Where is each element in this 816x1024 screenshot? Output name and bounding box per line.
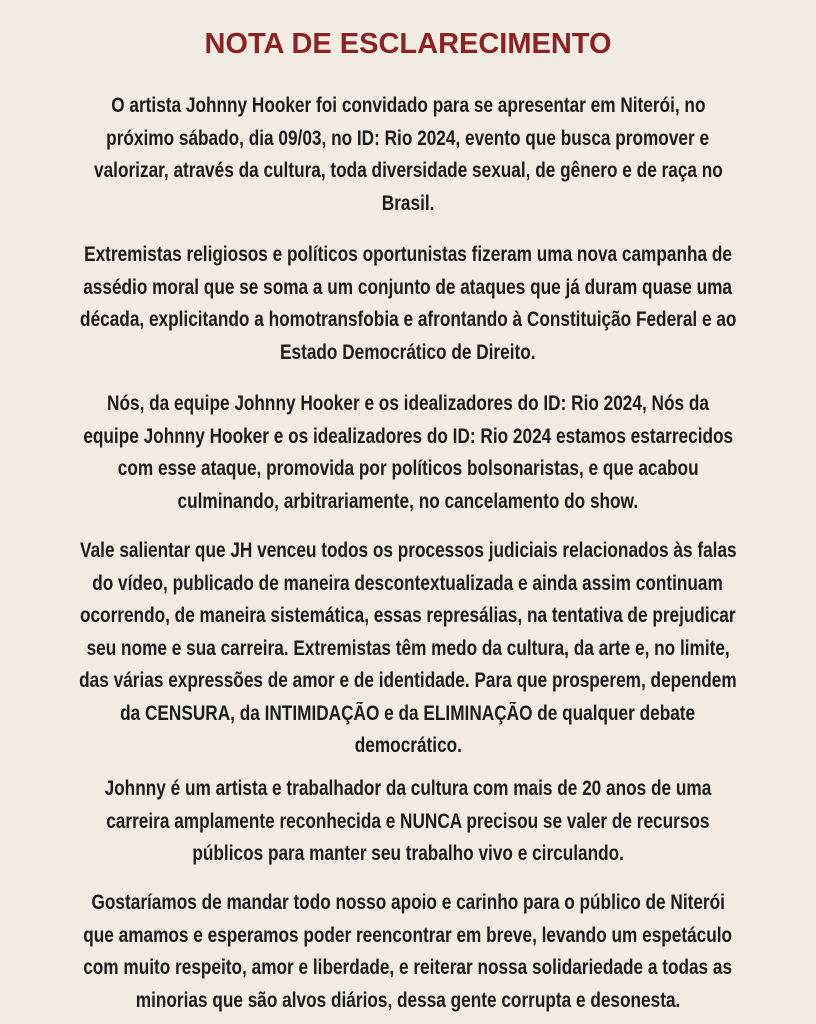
text-line xyxy=(0,985,816,1018)
text-line xyxy=(0,568,816,601)
text-line xyxy=(0,453,816,486)
text-line xyxy=(0,600,816,633)
text-line xyxy=(0,698,816,731)
paragraph-team-statement xyxy=(0,388,816,518)
text-line-content: das várias expressões de amor e de identidade. Para que prosperem, dependem xyxy=(79,669,737,692)
paragraph-extremists xyxy=(0,239,816,369)
text-line xyxy=(0,535,816,568)
text-line-content: assédio moral que se soma a um conjunto de ataques que já duram quase uma xyxy=(83,275,733,299)
text-line xyxy=(0,806,816,839)
text-line xyxy=(0,920,816,953)
text-line-content: Gostaríamos de mandar todo nosso apoio e carinho para o público de Niterói xyxy=(91,891,725,914)
text-line xyxy=(0,887,816,920)
text-line-content: seu nome e sua carreira. Extremistas têm medo da cultura, da arte e, no limite, xyxy=(86,636,730,660)
text-line-content: Nós, da equipe Johnny Hooker e os idealizadores do ID: Rio 2024, Nós da xyxy=(107,392,709,415)
text-line xyxy=(0,90,816,123)
text-line-content: com esse ataque, promovida por políticos bolsonaristas, e que acabou xyxy=(117,457,699,480)
text-line-content: que amamos e esperamos poder reencontrar em breve, levando um espetáculo xyxy=(83,923,733,947)
text-line-content: do vídeo, publicado de maneira descontextualizada e ainda assim continuam xyxy=(92,571,724,595)
text-line-content: democrático. xyxy=(354,734,462,757)
text-line-content: públicos para manter seu trabalho vivo e circulando. xyxy=(192,842,624,865)
text-line-content: Brasil. xyxy=(381,191,435,215)
text-line xyxy=(0,123,816,156)
text-line xyxy=(0,155,816,188)
text-line xyxy=(0,188,816,221)
text-line xyxy=(0,838,816,871)
paragraph-legal xyxy=(0,535,816,763)
text-line-content: da CENSURA, da INTIMIDAÇÃO e da ELIMINAÇÃO de qualquer debate xyxy=(120,701,696,725)
text-line xyxy=(0,665,816,698)
text-line-content: com muito respeito, amor e liberdade, e reiterar nossa solidariedade a todas as xyxy=(83,956,733,979)
text-line-content: ocorrendo, de maneira sistemática, essas represálias, na tentativa de prejudicar xyxy=(80,604,736,627)
text-line-content: próximo sábado, dia 09/03, no ID: Rio 2024, evento que busca promover e xyxy=(106,126,710,150)
paragraph-invitation xyxy=(0,90,816,220)
text-line-content: Estado Democrático de Direito. xyxy=(280,340,536,364)
text-line-content: carreira amplamente reconhecida e NUNCA precisou se valer de recursos xyxy=(106,809,710,833)
text-line xyxy=(0,486,816,519)
text-line xyxy=(0,272,816,305)
paragraph-career xyxy=(0,773,816,871)
text-line-content: década, explicitando a homotransfobia e afrontando à Constituição Federal e ao xyxy=(79,308,737,331)
paragraph-support xyxy=(0,887,816,1017)
text-line xyxy=(0,337,816,370)
text-line xyxy=(0,952,816,985)
text-line-content: culminando, arbitrariamente, no cancelamento do show. xyxy=(177,489,639,513)
text-line-content: equipe Johnny Hooker e os idealizadores do ID: Rio 2024 estamos estarrecidos xyxy=(83,424,733,448)
text-line-content: Vale salientar que JH venceu todos os processos judiciais relacionados às falas xyxy=(79,539,737,562)
text-line-content: Johnny é um artista e trabalhador da cultura com mais de 20 anos de uma xyxy=(104,777,712,800)
text-line xyxy=(0,239,816,272)
text-line-content: valorizar, através da cultura, toda diversidade sexual, de gênero e de raça no xyxy=(93,159,723,182)
text-line xyxy=(0,304,816,337)
text-line-content: minorias que são alvos diários, dessa gente corrupta e desonesta. xyxy=(135,988,681,1012)
page-title: NOTA DE ESCLARECIMENTO xyxy=(204,28,612,60)
text-line-content: Extremistas religiosos e políticos oportunistas fizeram uma nova campanha de xyxy=(84,243,732,266)
text-line xyxy=(0,388,816,421)
text-line xyxy=(0,421,816,454)
text-line xyxy=(0,773,816,806)
text-line xyxy=(0,633,816,666)
text-line xyxy=(0,730,816,763)
text-line-content: O artista Johnny Hooker foi convidado para se apresentar em Niterói, no xyxy=(110,94,706,117)
